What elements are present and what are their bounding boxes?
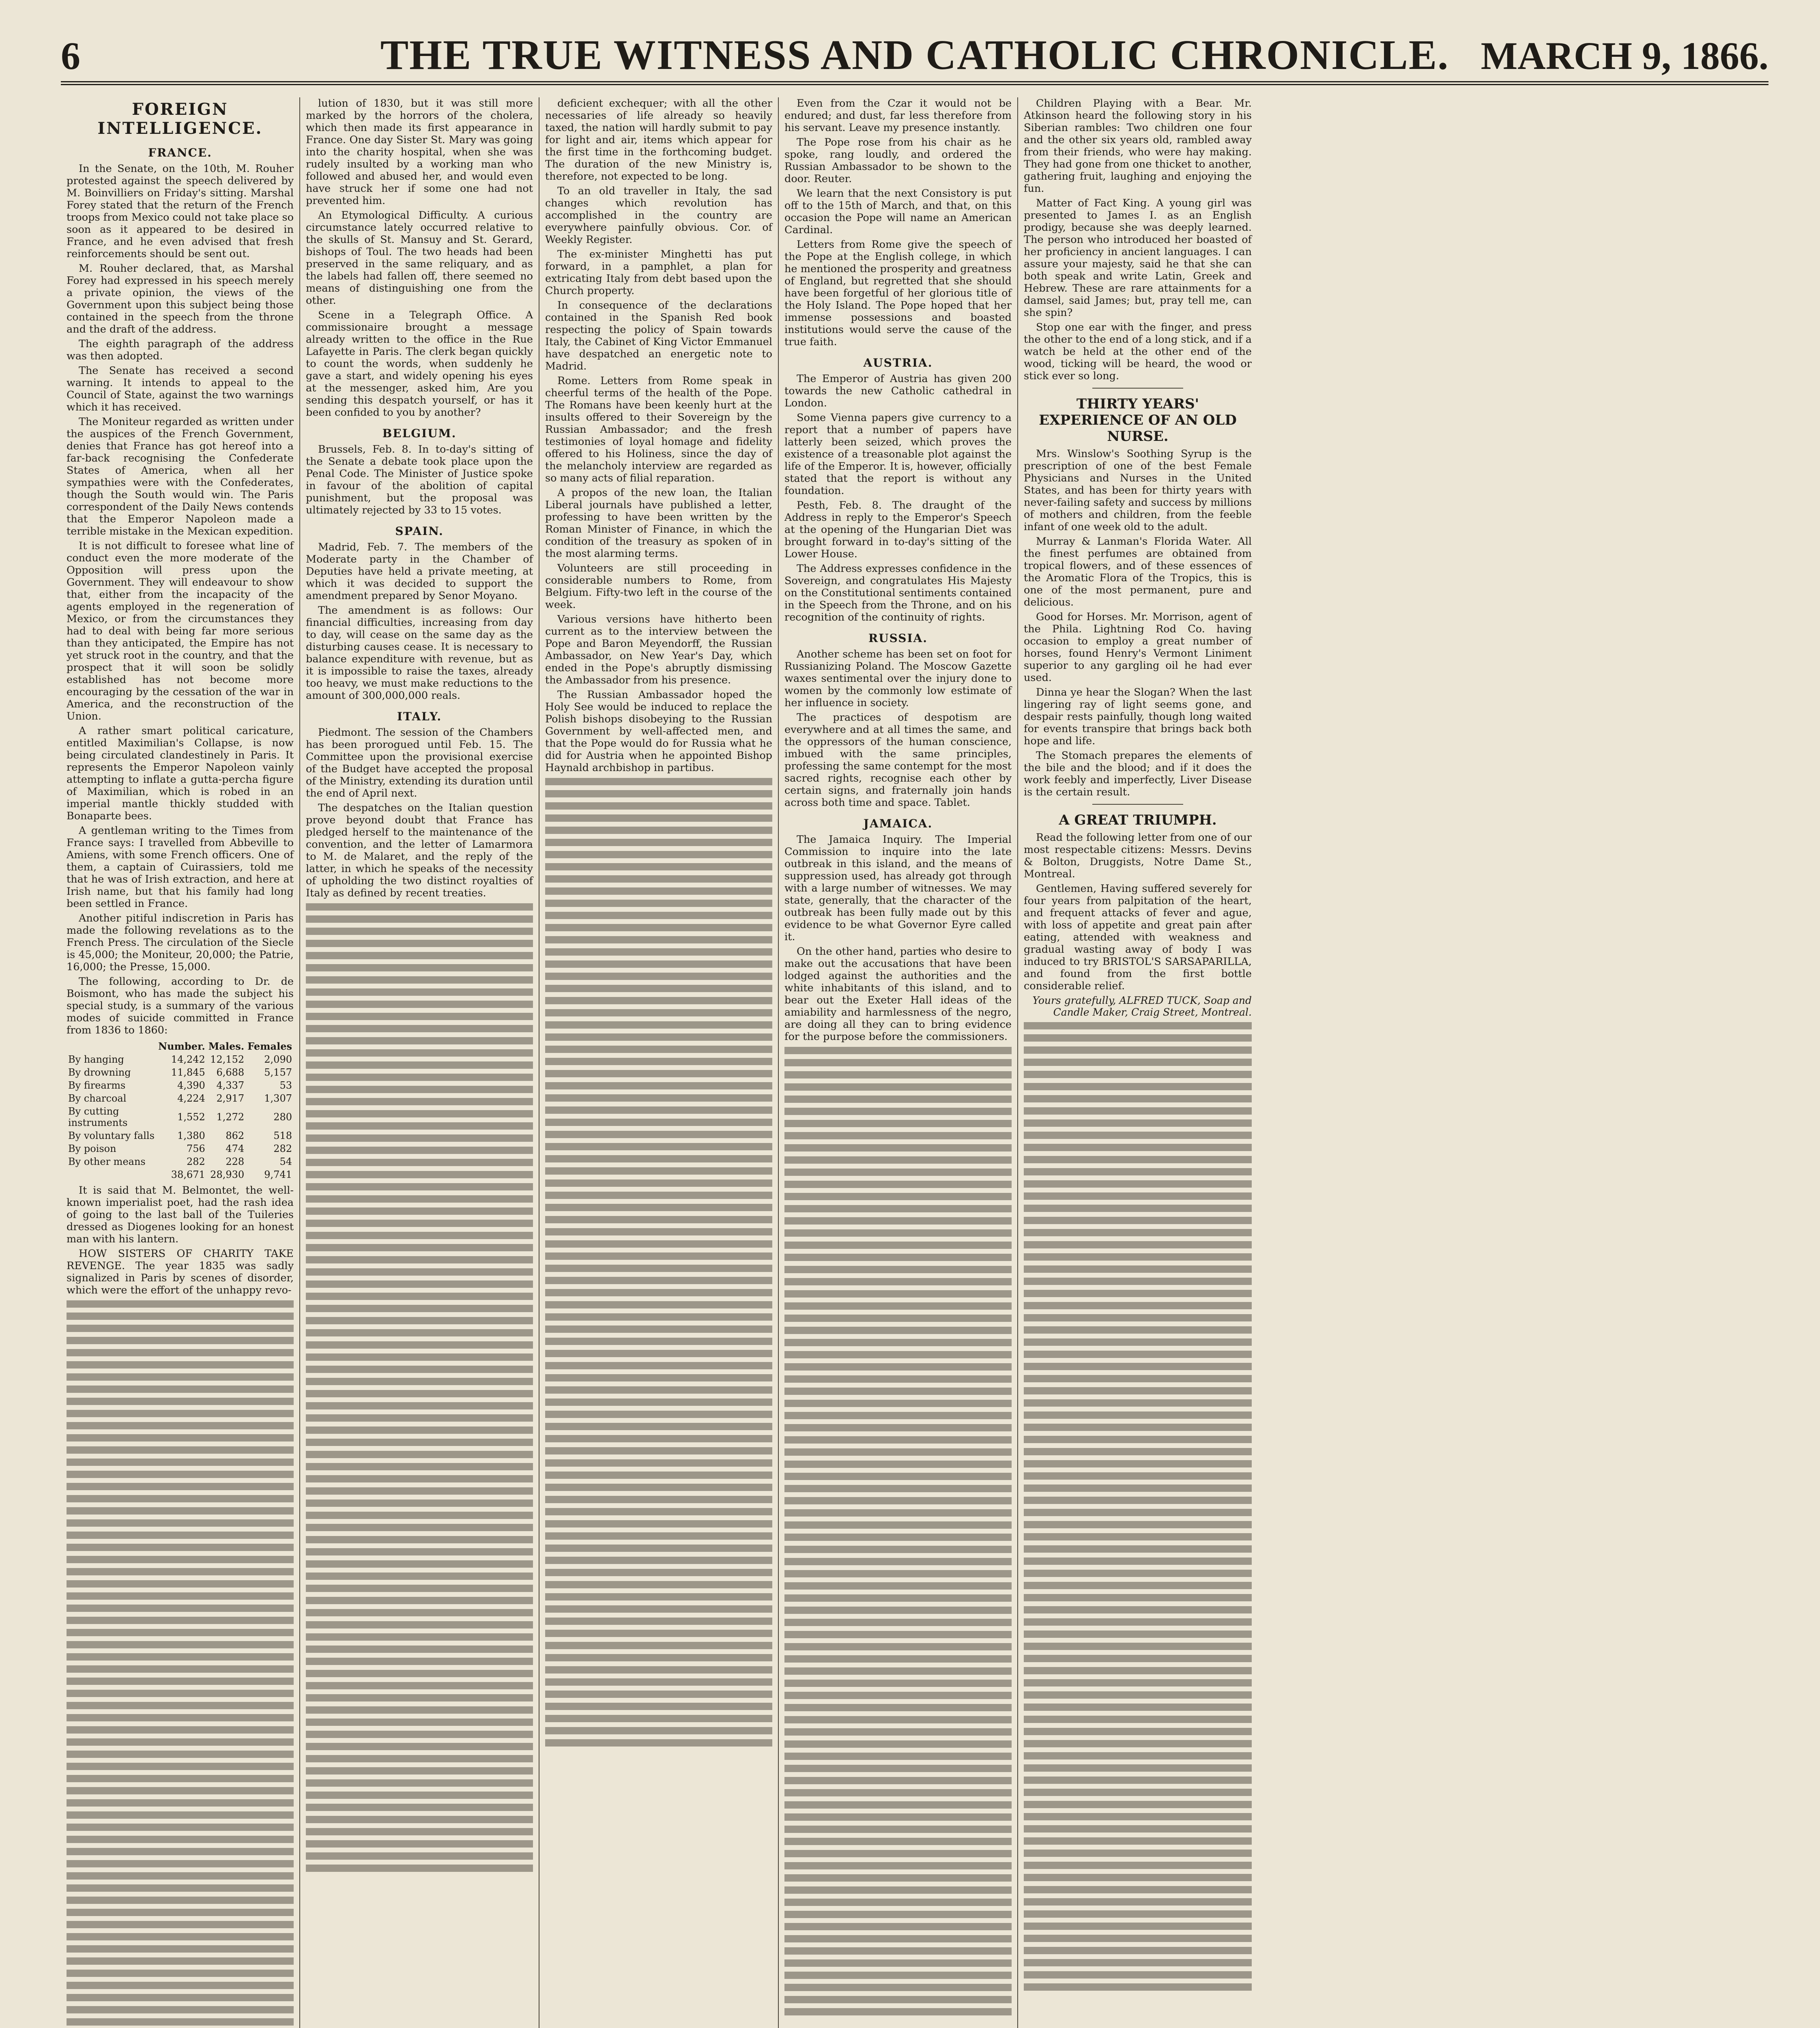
advert-heading: A GREAT TRIUMPH. xyxy=(1059,812,1217,828)
article-paragraph: M. Rouher declared, that, as Marshal Forey had expressed in his speech merely a private opinion, the views of the Government upon this subject being those contained in the speech from the throne and the draft of the address. xyxy=(67,262,294,335)
article-paragraph: Even from the Czar it would not be endured; and dust, far less therefore from his servant. Leave my presence instantly. xyxy=(784,97,1012,134)
table-cell: By other means xyxy=(68,1156,146,1167)
advert-paragraph: Murray & Lanman's Florida Water. All the finest perfumes are obtained from tropical flowers, and of these essences of the Aromatic Flora of the Tropics, this is one of the most permanent, pure and delicious. xyxy=(1024,535,1252,608)
article-paragraph: A gentleman writing to the Times from France says: I travelled from Abbeville to Amiens, with some French officers. One of them, a captain of Cuirassiers, told me that he was of Irish extraction, and here at Irish name, but that his family had long been settled in France. xyxy=(67,825,294,910)
column-2 xyxy=(300,97,539,2028)
divider xyxy=(1092,804,1184,805)
article-paragraph: The Emperor of Austria has given 200 towards the new Catholic cathedral in London. xyxy=(784,373,1012,409)
advert-paragraph: Dinna ye hear the Slogan? When the last lingering ray of light seems gone, and despair rests painfully, though long waited for events transpire that brings back both hope and life. xyxy=(1024,686,1252,747)
article-paragraph: The Jamaica Inquiry. The Imperial Commission to inquire into the late outbreak in this island, and the means of suppression used, has already got through with a large number of witnesses. We may state, generally, that the character of the outbreak has been fully made out by this evidence to be what Governor Eyre called it. xyxy=(784,834,1012,943)
table-header xyxy=(67,1040,157,1053)
article-paragraph: Pesth, Feb. 8. The draught of the Address in reply to the Emperor's Speech at the opening of the Hungarian Diet was brought forward in to-day's sitting of the Lower House. xyxy=(784,499,1012,560)
article-paragraph: We learn that the next Consistory is put off to the 15th of March, and that, on this occasion the Pope will name an American Cardinal. xyxy=(784,187,1012,236)
column-4 xyxy=(779,97,1018,2028)
table-row xyxy=(67,1092,294,1105)
text-continuation xyxy=(545,778,772,1751)
subheading-russia: RUSSIA. xyxy=(868,632,928,645)
table-cell: 12,152 xyxy=(210,1054,245,1065)
article-paragraph: deficient exchequer; with all the other necessaries of life already so heavily taxed, the nation will hardly submit to pay for light and air, items which appear for the first time in the forthcoming budget. The duration of the new Ministry is, therefore, not expected to be long. xyxy=(545,97,772,183)
table-row xyxy=(67,1066,294,1079)
article-paragraph: Letters from Rome give the speech of the Pope at the English college, in which he mentioned the prosperity and greatness of England, but regretted that she should have been forgetful of her glorious title of the Holy Island. The Pope hoped that her immense possessions and boasted institutions would serve the cause of the true faith. xyxy=(784,238,1012,348)
paper-title: THE TRUE WITNESS AND CATHOLIC CHRONICLE. xyxy=(380,32,1449,78)
article-paragraph: On the other hand, parties who desire to make out the accusations that have been lodged against the authorities and the white inhabitants of this island, and to bear out the Exeter Hall ideas of the amiability and harmlessness of the negro, are doing all they can to bring evidence for the purpose before the commissioners. xyxy=(784,945,1012,1043)
table-cell: 862 xyxy=(226,1130,245,1141)
article-paragraph: To an old traveller in Italy, the sad changes which revolution has accomplished in the country are everywhere painfully obvious. Cor. of Weekly Register. xyxy=(545,185,772,246)
article-paragraph: Scene in a Telegraph Office. A commissionaire brought a message already written to the office in the Rue Lafayette in Paris. The clerk began quickly to count the words, when suddenly he gave a start, and widely opening his eyes at the messenger, asked him, Are you sending this despatch yourself, or has it been confided to you by another? xyxy=(306,309,533,419)
article-paragraph: The despatches on the Italian question prove beyond doubt that France has pledged herself to the maintenance of the convention, and the letter of Lamarmora to M. de Malaret, and the reply of the latter, in which he speaks of the necessity of upholding the two distinct royalties of Italy as defined by recent treaties. xyxy=(306,802,533,899)
section-heading: FOREIGN INTELLIGENCE. xyxy=(97,100,263,138)
article-paragraph: Another pitiful indiscretion in Paris has made the following revelations as to the French Press. The circulation of the Siecle is 45,000; the Moniteur, 20,000; the Patrie, 16,000; the Presse, 15,000. xyxy=(67,912,294,973)
article-paragraph: It is said that M. Belmontet, the well-known imperialist poet, had the rash idea of going to the last ball of the Tuileries dressed as Diogenes looking for an honest man with his lantern. xyxy=(67,1184,294,1245)
table-row xyxy=(67,1129,294,1142)
subheading-austria: AUSTRIA. xyxy=(863,356,933,370)
article-paragraph: The Moniteur regarded as written under the auspices of the French Government, denies that France has got hereof into a far-back recognising the Confederate States of America, when all her sympathies were with the Confederates, though the South would win. The Paris correspondent of the Daily News contends that the Emperor Napoleon made a terrible mistake in the Mexican expedition. xyxy=(67,416,294,537)
table-row xyxy=(67,1053,294,1066)
text-continuation xyxy=(1024,1022,1252,1996)
article-paragraph: lution of 1830, but it was still more marked by the horrors of the cholera, which then made its first appearance in France. One day Sister St. Mary was going into the charity hospital, when she was rudely insulted by a working man who followed and abused her, and would even have struck her if some one had not prevented him. xyxy=(306,97,533,207)
divider xyxy=(1092,388,1184,389)
advert-paragraph: The Stomach prepares the elements of the bile and the blood; and if it does the work feebly and imperfectly, Liver Disease is the certain result. xyxy=(1024,750,1252,798)
table-row xyxy=(67,1155,294,1168)
article-paragraph: Rome. Letters from Rome speak in cheerful terms of the health of the Pope. The Romans have been keenly hurt at the insults offered to their Sovereign by the Russian Ambassador; and the fresh testimonies of loyal homage and fidelity offered to his Holiness, since the day of the melancholy interview are regarded as so many acts of filial reparation. xyxy=(545,375,772,484)
table-cell: 53 xyxy=(279,1080,292,1091)
table-cell: 1,307 xyxy=(264,1093,292,1104)
table-cell: 11,845 xyxy=(171,1067,205,1078)
text-continuation xyxy=(784,1047,1012,2020)
table-cell xyxy=(67,1168,157,1181)
article-paragraph: Another scheme has been set on foot for Russianizing Poland. The Moscow Gazette waxes sentimental over the injury done to women by the commonly low estimate of her influence in society. xyxy=(784,648,1012,709)
article-paragraph: Brussels, Feb. 8. In to-day's sitting of the Senate a debate took place upon the Penal Code. The Minister of Justice spoke in favour of the abolition of capital punishment, but the proposal was ultimately rejected by 33 to 15 votes. xyxy=(306,443,533,516)
table-header: Males. xyxy=(208,1040,245,1052)
article-paragraph: Stop one ear with the finger, and press the other to the end of a long stick, and if a watch be held at the other end of the wood, ticking will be heard, the wood or stick ever so long. xyxy=(1024,321,1252,382)
table-cell: By cutting instruments xyxy=(68,1106,128,1128)
table-cell: By hanging xyxy=(68,1054,124,1065)
article-paragraph: In the Senate, on the 10th, M. Rouher protested against the speech delivered by M. Boinvilliers on Friday's sitting. Marshal Forey stated that the return of the French troops from Mexico could not take place so soon as it appeared to be desired in France, and he even advised that fresh reinforcements should be sent out. xyxy=(67,163,294,260)
newspaper-page xyxy=(61,24,1768,2028)
table-row xyxy=(67,1105,294,1129)
table-cell: 4,390 xyxy=(177,1080,205,1091)
issue-date: MARCH 9, 1866. xyxy=(1480,34,1768,77)
column-5 xyxy=(1018,97,1257,2028)
table-intro: The following, according to Dr. de Boismont, who has made the subject his special study, is a summary of the various modes of suicide committed in France from 1836 to 1860: xyxy=(67,975,294,1036)
subheading-italy: ITALY. xyxy=(397,710,442,723)
page-number: 6 xyxy=(61,34,80,77)
masthead xyxy=(61,24,1768,85)
text-continuation xyxy=(306,903,533,1877)
article-paragraph: It is not difficult to foresee what line of conduct even the more moderate of the Opposition will press upon the Government. They will endeavour to show that, either from the incapacity of the agents employed in the regeneration of Mexico, or from the circumstances they had to deal with being far more serious than they anticipated, the Empire has not yet struck root in the country, and that the prospect that it will soon be solidly established has not become more encouraging by the cessation of the war in America, and the reconstruction of the Union. xyxy=(67,540,294,722)
table-cell: By charcoal xyxy=(68,1093,127,1104)
table-row xyxy=(67,1142,294,1155)
table-row xyxy=(67,1079,294,1092)
table-cell: 474 xyxy=(226,1143,245,1154)
article-paragraph: Piedmont. The session of the Chambers has been prorogued until Feb. 15. The Committee upon the provisional exercise of the Budget have accepted the proposal of the Ministry, extending its duration until the end of April next. xyxy=(306,726,533,799)
article-paragraph: The amendment is as follows: Our financial difficulties, increasing from day to day, will cease on the same day as the disturbing causes cease. It is necessary to balance expenditure with revenue, but as it is impossible to raise the taxes, already too heavy, we must make reductions to the amount of 300,000,000 reals. xyxy=(306,604,533,702)
table-cell: 1,380 xyxy=(177,1130,205,1141)
table-header: Females xyxy=(247,1040,292,1052)
table-cell: 1,552 xyxy=(177,1111,205,1123)
table-cell: 280 xyxy=(273,1111,292,1123)
text-continuation xyxy=(67,1300,294,2028)
table-cell: 9,741 xyxy=(264,1169,292,1180)
advert-heading: THIRTY YEARS' EXPERIENCE OF AN OLD NURSE. xyxy=(1039,396,1237,445)
table-cell: 2,917 xyxy=(216,1093,245,1104)
article-paragraph: The eighth paragraph of the address was then adopted. xyxy=(67,338,294,362)
subheading-belgium: BELGIUM. xyxy=(382,427,457,440)
table-cell: 2,090 xyxy=(264,1054,292,1065)
article-paragraph: The Russian Ambassador hoped the Holy See would be induced to replace the Polish bishops disobeying to the Russian Government by well-affected men, and that the Pope would do for Russia what he did for Austria when he appointed Bishop Haynald archbishop in partibus. xyxy=(545,689,772,774)
table-header-row xyxy=(67,1040,294,1053)
article-paragraph: The ex-minister Minghetti has put forward, in a pamphlet, a plan for extricating Italy from debt based upon the Church property. xyxy=(545,248,772,297)
subheading-jamaica: JAMAICA. xyxy=(863,817,933,830)
article-paragraph: Volunteers are still proceeding in considerable numbers to Rome, from Belgium. Fifty-two left in the course of the week. xyxy=(545,562,772,611)
table-cell: 38,671 xyxy=(171,1169,205,1180)
table-cell: By drowning xyxy=(68,1067,131,1078)
subheading-france: FRANCE. xyxy=(148,146,212,159)
article-paragraph: A propos of the new loan, the Italian Liberal journals have published a letter, professing to have been written by the Roman Minister of Finance, in which the condition of the treasury as spoken of in the most alarming terms. xyxy=(545,487,772,560)
advert-paragraph: Gentlemen, Having suffered severely for four years from palpitation of the heart, and frequent attacks of fever and ague, with loss of appetite and great pain after eating, attended with weakness and gradual wasting away of body I was induced to try BRISTOL'S SARSAPARILLA, and found from the first bottle considerable relief. xyxy=(1024,883,1252,992)
article-paragraph: Children Playing with a Bear. Mr. Atkinson heard the following story in his Siberian rambles: Two children one four and the other six years old, rambled away from their friends, who were hay making. They had gone from one thicket to another, gathering fruit, laughing and enjoying the fun. xyxy=(1024,97,1252,195)
table-cell: 4,224 xyxy=(177,1093,205,1104)
table-cell: 1,272 xyxy=(216,1111,245,1123)
article-paragraph: The Senate has received a second warning. It intends to appeal to the Council of State, against the two warnings which it has received. xyxy=(67,365,294,413)
article-paragraph: Some Vienna papers give currency to a report that a number of papers have latterly been seized, which proves the existence of a treasonable plot against the life of the Emperor. It is, however, officially stated that the report is without any foundation. xyxy=(784,412,1012,497)
table-header: Number. xyxy=(158,1040,205,1052)
advert-paragraph: Read the following letter from one of our most respectable citizens: Messrs. Devins & Bolton, Druggists, Notre Dame St., Montreal. xyxy=(1024,831,1252,880)
article-paragraph: The Address expresses confidence in the Sovereign, and congratulates His Majesty on the Constitutional sentiments contained in the Speech from the Throne, and on his recognition of the continuity of rights. xyxy=(784,563,1012,623)
table-cell: 28,930 xyxy=(210,1169,245,1180)
table-cell: By firearms xyxy=(68,1080,126,1091)
advert-paragraph: Good for Horses. Mr. Morrison, agent of the Phila. Lightning Rod Co. having occasion to employ a great number of horses, found Henry's Vermont Liniment superior to any gargling oil he had ever used. xyxy=(1024,611,1252,684)
table-cell: 518 xyxy=(273,1130,292,1141)
table-cell: 54 xyxy=(279,1156,292,1167)
columns xyxy=(61,97,1768,2028)
article-paragraph: An Etymological Difficulty. A curious circumstance lately occurred relative to the skulls of St. Mansuy and St. Gerard, bishops of Toul. The two heads had been preserved in the same reliquary, and as the labels had fallen off, there seemed no means of distinguishing one from the other. xyxy=(306,209,533,307)
table-cell: 4,337 xyxy=(216,1080,245,1091)
article-paragraph: In consequence of the declarations contained in the Spanish Red book respecting the policy of Spain towards Italy, the Cabinet of King Victor Emmanuel have despatched an energetic note to Madrid. xyxy=(545,299,772,372)
table-cell: 228 xyxy=(226,1156,245,1167)
column-1 xyxy=(61,97,300,2028)
table-cell: 6,688 xyxy=(216,1067,245,1078)
table-cell: By voluntary falls xyxy=(68,1130,155,1141)
article-paragraph: The practices of despotism are everywhere and at all times the same, and the oppressors of the human conscience, imbued with the same principles, professing the same contempt for the most sacred rights, recognise each other by certain signs, and fraternally join hands across both time and space. Tablet. xyxy=(784,711,1012,809)
table-cell: 282 xyxy=(186,1156,205,1167)
advert-paragraph: Mrs. Winslow's Soothing Syrup is the prescription of one of the best Female Physicians and Nurses in the United States, and has been for thirty years with never-failing safety and success by millions of mothers and children, from the feeble infant of one week old to the adult. xyxy=(1024,448,1252,533)
table-cell: 14,242 xyxy=(171,1054,205,1065)
signature: Yours gratefully, ALFRED TUCK, Soap and Candle Maker, Craig Street, Montreal. xyxy=(1032,995,1252,1018)
article-paragraph: The Pope rose from his chair as he spoke, rang loudly, and ordered the Russian Ambassador to be shown to the door. Reuter. xyxy=(784,136,1012,185)
article-paragraph: Matter of Fact King. A young girl was presented to James I. as an English prodigy, because she was deeply learned. The person who introduced her boasted of her proficiency in ancient languages. I can assure your majesty, said he that she can both speak and write Latin, Greek and Hebrew. These are rare attainments for a damsel, said James; but, pray tell me, can she spin? xyxy=(1024,197,1252,319)
suicide-stats-table xyxy=(67,1040,294,1181)
table-row xyxy=(67,1168,294,1181)
table-cell: 282 xyxy=(273,1143,292,1154)
table-cell: 756 xyxy=(186,1143,205,1154)
subheading-spain: SPAIN. xyxy=(395,524,444,538)
article-paragraph: HOW SISTERS OF CHARITY TAKE REVENGE. The year 1835 was sadly signalized in Paris by scenes of disorder, which were the effort of the unhappy revo- xyxy=(67,1248,294,1296)
table-cell: 5,157 xyxy=(264,1067,292,1078)
table-cell: By poison xyxy=(68,1143,116,1154)
article-paragraph: Madrid, Feb. 7. The members of the Moderate party in the Chamber of Deputies have held a private meeting, at which it was decided to support the amendment prepared by Senor Moyano. xyxy=(306,541,533,602)
article-paragraph: Various versions have hitherto been current as to the interview between the Pope and Baron Meyendorff, the Russian Ambassador, on New Year's Day, which ended in the Pope's abruptly dismissing the Ambassador from his presence. xyxy=(545,613,772,686)
column-3 xyxy=(539,97,779,2028)
article-paragraph: A rather smart political caricature, entitled Maximilian's Collapse, is now being circulated clandestinely in Paris. It represents the Emperor Napoleon vainly attempting to inflate a gutta-percha figure of Maximilian, which is robed in an imperial mantle thickly studded with Bonaparte bees. xyxy=(67,725,294,822)
